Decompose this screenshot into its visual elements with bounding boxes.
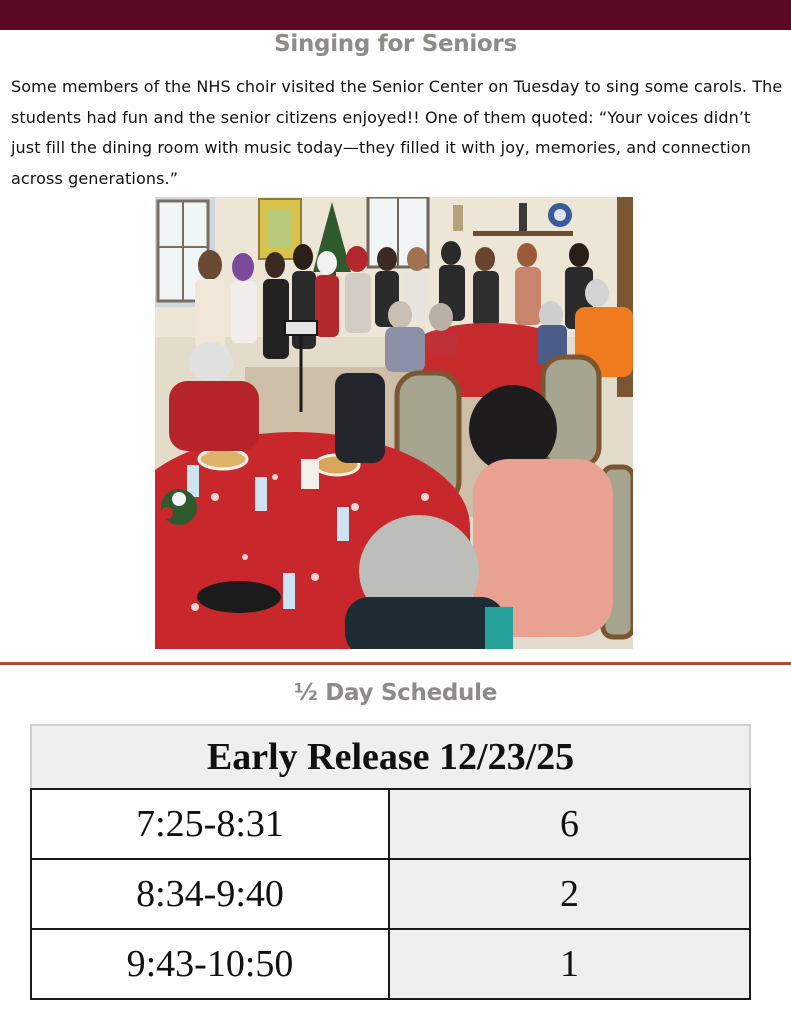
schedule-table-header: Early Release 12/23/25: [31, 725, 750, 789]
schedule-title: ½ Day Schedule: [293, 680, 497, 706]
schedule-period: 2: [389, 859, 750, 929]
article-body: Some members of the NHS choir visited the Senior Center on Tuesday to sing some carols. The students had fun and the senior citizens enjoyed!! One of them quoted: “Your voices didn’t just fill the dining room with music today—they filled it with joy, memories, and connection across generations.”: [11, 77, 783, 188]
schedule-period: 6: [389, 789, 750, 859]
table-row: [31, 789, 750, 859]
table-row: [31, 859, 750, 929]
schedule-time: 8:34-9:40: [31, 859, 389, 929]
section-divider: [0, 662, 791, 665]
schedule-table: [30, 724, 751, 1000]
schedule-header-row: [31, 725, 750, 789]
header-bar: [0, 0, 791, 30]
table-row: [31, 929, 750, 999]
schedule-time: 9:43-10:50: [31, 929, 389, 999]
article-title: Singing for Seniors: [274, 31, 517, 57]
schedule-period: 1: [389, 929, 750, 999]
choir-photo: [155, 197, 633, 649]
schedule-time: 7:25-8:31: [31, 789, 389, 859]
